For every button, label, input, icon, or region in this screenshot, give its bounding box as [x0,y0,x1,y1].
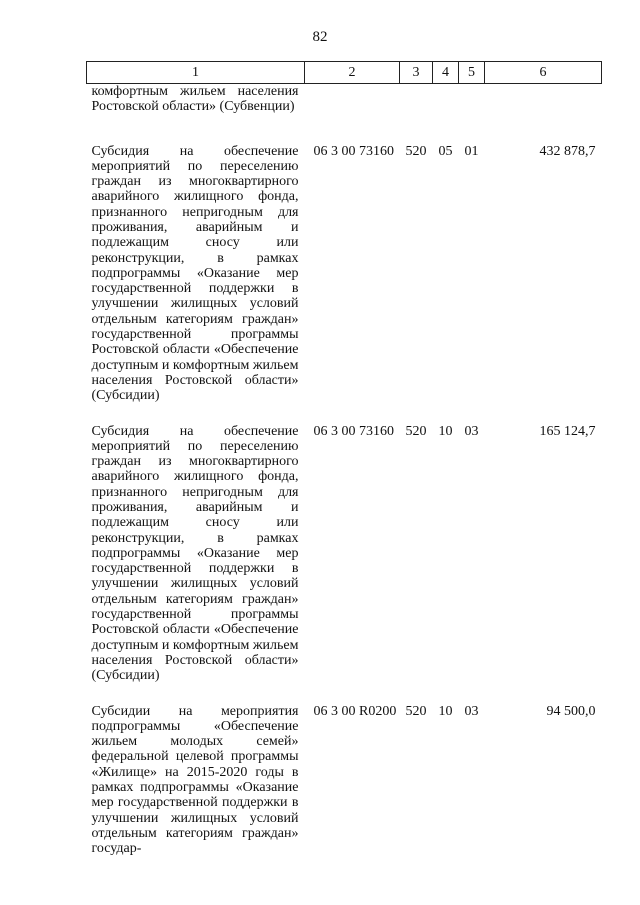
table-row [87,700,602,857]
table-row [87,84,602,140]
row-vr: 520 [405,703,427,719]
row-name: Субсидия на обеспечение мероприятий по переселению граждан из многоквартирного аварийного жилищного фонда, признанного непригодным для проживания, аварийным и подлежащим сносу или реконструкции, в рамках подпрограммы «Оказание мер государственной поддержки в улучшении жилищных условий отдельным категориям граждан» государственной программы Ростовской области «Обеспечение доступным и комфортным жильем населения Ростовской области» (Субсидии) [91,143,299,404]
row-name: комфортным жильем населения Ростовской области» (Субвенции) [91,84,299,115]
row-vr: 520 [405,143,427,159]
row-pr [459,84,485,140]
column-header-amount: 6 [485,62,602,84]
row-amount [485,84,602,140]
row-code [305,84,400,140]
row-rz: 10 [438,423,453,439]
table-header-row [87,62,602,84]
column-header-code: 2 [305,62,400,84]
table-row [87,420,602,700]
budget-table [86,61,602,856]
page-number: 82 [312,29,328,45]
table-row [87,140,602,420]
row-pr: 03 [464,703,479,719]
row-name: Субсидии на мероприятия подпрограммы «Обеспечение жильем молодых семей» федеральной целевой программы «Жилище» на 2015-2020 годы в рамках подпрограммы «Оказание мер государственной поддержки в улучшении жилищных условий отдельным категориям граждан» государ- [91,703,299,857]
row-vr [400,84,433,140]
row-amount: 94 500,0 [546,703,596,719]
row-vr: 520 [405,423,427,439]
column-header-rz: 4 [433,62,459,84]
row-pr: 03 [464,423,479,439]
row-code: 06 3 00 R0200 [313,703,397,719]
row-code: 06 3 00 73160 [313,423,394,439]
row-amount: 165 124,7 [539,423,596,439]
column-header-vr: 3 [400,62,433,84]
row-pr: 01 [464,143,479,159]
row-code: 06 3 00 73160 [313,143,394,159]
column-header-name: 1 [87,62,305,84]
row-rz: 10 [438,703,453,719]
row-name: Субсидия на обеспечение мероприятий по переселению граждан из многоквартирного аварийного жилищного фонда, признанного непригодным для проживания, аварийным и подлежащим сносу или реконструкции, в рамках подпрограммы «Оказание мер государственной поддержки в улучшении жилищных условий отдельным категориям граждан» государственной программы Ростовской области «Обеспечение доступным и комфортным жильем населения Ростовской области» (Субсидии) [91,423,299,684]
row-amount: 432 878,7 [539,143,596,159]
column-header-pr: 5 [459,62,485,84]
row-rz [433,84,459,140]
row-rz: 05 [438,143,453,159]
